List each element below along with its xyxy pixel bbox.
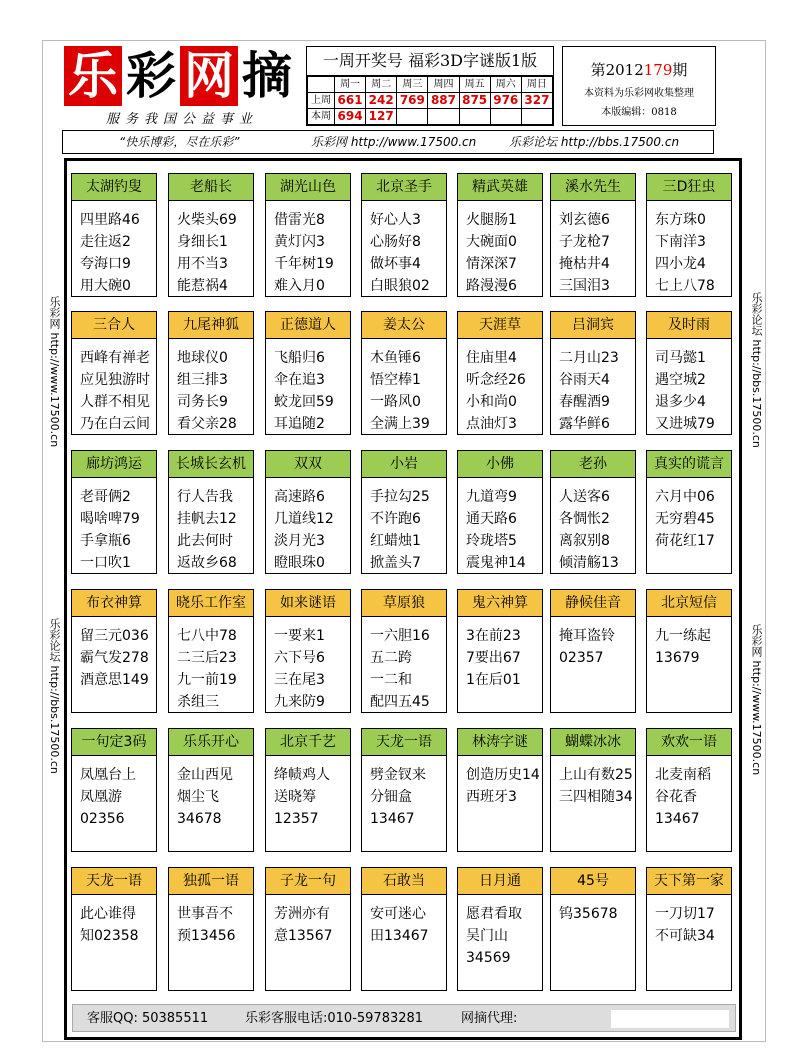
- riddle-cell: [71, 450, 157, 574]
- riddle-text: 凤凰台上 凤凰游 02356: [80, 767, 136, 827]
- riddle-author: 及时雨: [647, 312, 731, 339]
- riddle-text: 掩耳盗铃 02357: [559, 628, 615, 666]
- day-header: 周四: [428, 77, 459, 93]
- side-text-right-top: 乐彩论坛 http://bbs.17500.cn: [750, 292, 763, 448]
- draw-number: 127: [366, 109, 397, 125]
- riddle-cell: [265, 311, 351, 435]
- riddle-author: 九尾神狐: [169, 312, 253, 339]
- riddle-cell: [361, 589, 447, 713]
- riddle-cell: [361, 867, 447, 991]
- riddle-author: 长城长玄机: [169, 451, 253, 478]
- riddle-author: 布衣神算: [72, 590, 156, 617]
- riddle-text: 好心人3 心肠好8 做坏事4 白眼狼02: [370, 212, 430, 294]
- riddle-author: 吕洞宾: [551, 312, 635, 339]
- riddle-cell: [265, 867, 351, 991]
- riddle-author: 天龙一语: [362, 729, 446, 756]
- riddle-text: 上山有数25 三四相随34: [559, 767, 633, 805]
- riddle-text: 金山西见 烟尘飞 34678: [177, 767, 233, 827]
- riddle-author: 双双: [266, 451, 350, 478]
- riddle-cell: [550, 867, 636, 991]
- riddle-author: 太湖钓叟: [72, 174, 156, 201]
- footer-qq: 客服QQ: 50385511: [87, 1011, 209, 1026]
- riddle-text: 愿君看取 吴门山 34569: [466, 906, 522, 966]
- riddle-author: 廊坊鸿运: [72, 451, 156, 478]
- riddle-author: 石敢当: [362, 868, 446, 895]
- riddle-author: 独孤一语: [169, 868, 253, 895]
- riddle-cell: [71, 589, 157, 713]
- draw-number: 694: [335, 109, 366, 125]
- forum-link[interactable]: 乐彩论坛 http://bbs.17500.cn: [509, 135, 680, 149]
- draw-number: 875: [459, 93, 490, 109]
- riddle-text: 人送客6 各惆怅2 离叙别8 倾清觞13: [559, 489, 619, 571]
- riddle-text: 芳洲亦有 意13567: [274, 906, 333, 944]
- issue-number: 179: [643, 61, 673, 79]
- riddle-author: 正德道人: [266, 312, 350, 339]
- riddle-text: 六月中06 无穷碧45 荷花红17: [655, 489, 715, 549]
- riddle-text: 劈金钗来 分钿盒 13467: [370, 767, 426, 827]
- logo: [64, 46, 296, 106]
- riddle-author: 老船长: [169, 174, 253, 201]
- draw-number: 661: [335, 93, 366, 109]
- riddle-text: 二月山23 谷雨天4 春醒酒9 露华鲜6: [559, 350, 619, 432]
- riddle-cell: [457, 450, 543, 574]
- riddle-author: 蝴蝶冰冰: [551, 729, 635, 756]
- riddle-text: 四里路46 走往返2 夸海口9 用大碗0: [80, 212, 140, 294]
- draw-table: [307, 76, 553, 125]
- riddle-author: 天龙一语: [72, 868, 156, 895]
- riddle-cell: [265, 728, 351, 852]
- riddle-author: 老孙: [551, 451, 635, 478]
- riddle-cell: [457, 728, 543, 852]
- riddle-cell: [646, 728, 732, 852]
- riddle-text: 九道弯9 通天路6 玲珑塔5 震鬼神14: [466, 489, 526, 571]
- slogan: 服务我国公益事业: [105, 112, 258, 127]
- draw-number: 887: [428, 93, 459, 109]
- riddle-author: 如来谜语: [266, 590, 350, 617]
- logo-char: 彩: [122, 46, 180, 106]
- riddle-cell: [168, 589, 254, 713]
- issue-title: 第2012179期: [590, 61, 688, 79]
- draw-number: 769: [397, 93, 428, 109]
- footer-agent: 网摘代理:: [461, 1011, 518, 1026]
- riddle-author: 一句定3码: [72, 729, 156, 756]
- riddle-cell: [361, 311, 447, 435]
- draw-number: 976: [490, 93, 521, 109]
- riddle-cell: [646, 173, 732, 297]
- riddle-cell: [71, 173, 157, 297]
- day-header: 周六: [490, 77, 521, 93]
- draw-number: 327: [521, 93, 552, 109]
- riddle-cell: [646, 589, 732, 713]
- riddle-author: 日月通: [458, 868, 542, 895]
- riddle-text: 一六胆16 五二跨 一二和 配四五45: [370, 628, 430, 710]
- riddle-text: 刘玄德6 子龙枪7 掩枯井4 三国泪3: [559, 212, 610, 294]
- riddle-cell: [457, 589, 543, 713]
- riddle-cell: [550, 728, 636, 852]
- riddle-author: 小岩: [362, 451, 446, 478]
- riddle-cell: [361, 173, 447, 297]
- riddle-author: 鬼六神算: [458, 590, 542, 617]
- footer-phone: 乐彩客服电话:010-59783281: [245, 1011, 424, 1026]
- riddle-text: 钨35678: [559, 906, 618, 922]
- riddle-cell: [71, 311, 157, 435]
- riddle-text: 西峰有禅老 应见独游时 人群不相见 乃在白云间: [80, 350, 150, 432]
- logo-char: 乐: [64, 46, 122, 106]
- riddle-text: 司马懿1 遇空城2 退多少4 又进城79: [655, 350, 715, 432]
- riddle-author: 精武英雄: [458, 174, 542, 201]
- riddle-text: 行人告我 挂帆去12 此去何时 返故乡68: [177, 489, 237, 571]
- riddle-author: 晓乐工作室: [169, 590, 253, 617]
- riddle-cell: [71, 867, 157, 991]
- riddle-cell: [646, 867, 732, 991]
- riddle-author: 姜太公: [362, 312, 446, 339]
- riddle-text: 留三元036 霸气发278 酒意思149: [80, 628, 149, 688]
- riddle-text: 木鱼锤6 悟空棒1 一路风0 全满上39: [370, 350, 430, 432]
- riddle-cell: [168, 173, 254, 297]
- riddle-author: 北京千艺: [266, 729, 350, 756]
- motto: “快乐博彩，尽在乐彩”: [119, 135, 240, 149]
- draw-box-title: 一周开奖号 福彩3D字谜版1版: [307, 47, 553, 76]
- riddle-text: 七八中78 二三后23 九一前19 杀组三: [177, 628, 237, 710]
- day-header: 周一: [335, 77, 366, 93]
- riddle-text: 借雷光8 黄灯闪3 千年树19 难入月0: [274, 212, 334, 294]
- issue-box: [562, 46, 716, 126]
- riddle-text: 东方珠0 下南洋3 四小龙4 七上八78: [655, 212, 715, 294]
- riddle-author: 乐乐开心: [169, 729, 253, 756]
- last-week-label: 上周: [308, 93, 335, 109]
- riddle-text: 创造历史14 西班牙3: [466, 767, 540, 805]
- riddle-author: 林涛字谜: [458, 729, 542, 756]
- riddle-text: 火柴头69 身细长1 用不当3 能惹祸4: [177, 212, 237, 294]
- riddle-author: 欢欢一语: [647, 729, 731, 756]
- riddle-cell: [71, 728, 157, 852]
- riddle-cell: [550, 450, 636, 574]
- riddle-author: 天涯草: [458, 312, 542, 339]
- riddle-text: 住庙里4 听念经26 小和尚0 点油灯3: [466, 350, 526, 432]
- riddle-text: 高速路6 几道线12 淡月光3 瞪眼珠0: [274, 489, 334, 571]
- draw-numbers-box: [306, 46, 554, 126]
- riddle-cell: [168, 450, 254, 574]
- riddle-cell: [550, 311, 636, 435]
- riddle-author: 三D狂虫: [647, 174, 731, 201]
- riddle-text: 地球仪0 组三排3 司务长9 看父亲28: [177, 350, 237, 432]
- riddle-author: 溪水先生: [551, 174, 635, 201]
- riddle-text: 绛帻鸡人 送晓筹 12357: [274, 767, 330, 827]
- riddle-cell: [457, 311, 543, 435]
- riddle-author: 小佛: [458, 451, 542, 478]
- editor-note: 本版编辑：0818: [601, 107, 677, 118]
- riddle-cell: [646, 311, 732, 435]
- riddle-text: 九一练起 13679: [655, 628, 711, 666]
- riddle-text: 世事吾不 预13456: [177, 906, 236, 944]
- riddle-text: 3在前23 7要出67 1在后01: [466, 628, 521, 688]
- riddle-cell: [168, 311, 254, 435]
- logo-char: 网: [180, 46, 238, 106]
- riddle-text: 火腿肠1 大碗面0 情深深7 路漫漫6: [466, 212, 517, 294]
- riddle-grid: [64, 158, 742, 1040]
- logo-char: 摘: [238, 46, 296, 106]
- riddle-cell: [265, 173, 351, 297]
- side-text-right-bottom: 乐彩网 http://www.17500.cn: [750, 624, 763, 776]
- riddle-author: 湖光山色: [266, 174, 350, 201]
- riddle-cell: [550, 589, 636, 713]
- side-text-left-top: 乐彩网 http://www.17500.cn: [48, 296, 61, 448]
- draw-number: [428, 109, 459, 125]
- riddle-author: 子龙一句: [266, 868, 350, 895]
- riddle-text: 北麦南稻 谷花香 13467: [655, 767, 711, 827]
- riddle-text: 老哥俩2 喝啥啤79 手拿瓶6 一口吹1: [80, 489, 140, 571]
- site-link[interactable]: 乐彩网 http://www.17500.cn: [311, 135, 477, 149]
- source-note: 本资料为乐彩网收集整理: [584, 88, 694, 99]
- riddle-cell: [265, 589, 351, 713]
- day-header: 周日: [521, 77, 552, 93]
- agent-box: [611, 1010, 729, 1028]
- riddle-text: 手拉勾25 不许跑6 红蜡烛1 掀盖头7: [370, 489, 430, 571]
- riddle-text: 安可迷心 田13467: [370, 906, 429, 944]
- riddle-cell: [550, 173, 636, 297]
- draw-number: [397, 109, 428, 125]
- motto-strip: [62, 130, 714, 154]
- draw-number: [521, 109, 552, 125]
- side-text-left-bottom: 乐彩论坛 http://bbs.17500.cn: [48, 618, 61, 774]
- riddle-author: 静候佳音: [551, 590, 635, 617]
- riddle-cell: [168, 867, 254, 991]
- this-week-label: 本周: [308, 109, 335, 125]
- riddle-author: 真实的谎言: [647, 451, 731, 478]
- day-header: 周二: [366, 77, 397, 93]
- draw-number: [490, 109, 521, 125]
- riddle-text: 一要来1 六下号6 三在尾3 九来防9: [274, 628, 325, 710]
- riddle-cell: [457, 173, 543, 297]
- riddle-cell: [361, 450, 447, 574]
- day-header: 周三: [397, 77, 428, 93]
- riddle-cell: [265, 450, 351, 574]
- riddle-cell: [168, 728, 254, 852]
- riddle-author: 草原狼: [362, 590, 446, 617]
- riddle-text: 此心谁得 知02358: [80, 906, 139, 944]
- riddle-cell: [457, 867, 543, 991]
- day-header: 周五: [459, 77, 490, 93]
- riddle-author: 三合人: [72, 312, 156, 339]
- footer-bar: [72, 1004, 736, 1032]
- riddle-author: 45号: [551, 868, 635, 895]
- draw-number: 242: [366, 93, 397, 109]
- riddle-cell: [646, 450, 732, 574]
- draw-number: [459, 109, 490, 125]
- riddle-cell: [361, 728, 447, 852]
- riddle-author: 北京圣手: [362, 174, 446, 201]
- riddle-author: 北京短信: [647, 590, 731, 617]
- riddle-text: 一刀切17 不可缺34: [655, 906, 715, 944]
- riddle-author: 天下第一家: [647, 868, 731, 895]
- riddle-text: 飞船归6 伞在追3 蛟龙回59 耳追随2: [274, 350, 334, 432]
